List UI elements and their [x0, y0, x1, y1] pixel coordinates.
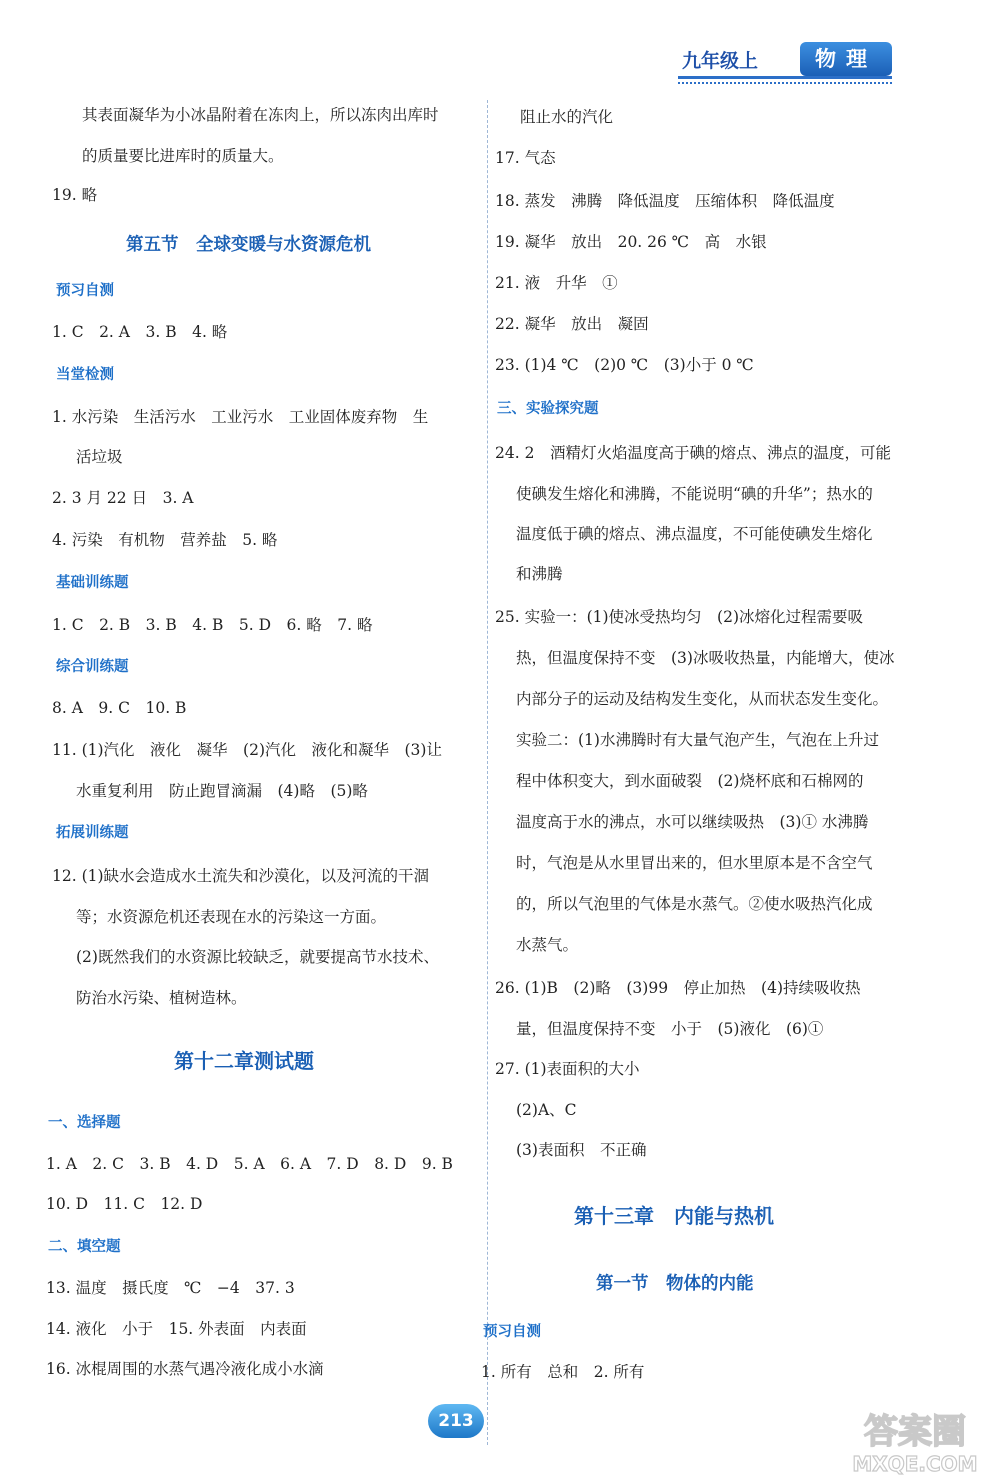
- answer-line: 26. (1)B (2)略 (3)99 停止加热 (4)持续吸收热: [495, 979, 861, 997]
- chapter-title: 第十二章测试题: [174, 1049, 314, 1073]
- section-heading: 预习自测: [56, 283, 114, 299]
- section-heading: 当堂检测: [56, 367, 114, 383]
- answer-line: 水蒸气。: [516, 936, 579, 954]
- watermark-url: MXQE.COM: [852, 1452, 978, 1476]
- answer-line: 11. (1)汽化 液化 凝华 (2)汽化 液化和凝华 (3)让: [52, 741, 442, 759]
- answer-line: 10. D 11. C 12. D: [46, 1195, 203, 1213]
- answer-line: (2)既然我们的水资源比较缺乏，就要提高节水技术、: [76, 948, 439, 966]
- watermark-text: 答案圈: [864, 1412, 966, 1452]
- answer-line: 18. 蒸发 沸腾 降低温度 压缩体积 降低温度: [495, 192, 835, 210]
- answer-line: 1. 所有 总和 2. 所有: [481, 1363, 645, 1381]
- answer-line: 16. 冰棍周围的水蒸气遇冷液化成小水滴: [46, 1360, 324, 1378]
- answer-line: 23. (1)4 ℃ (2)0 ℃ (3)小于 0 ℃: [495, 356, 754, 374]
- answer-line: 1. 水污染 生活污水 工业污水 工业固体废弃物 生: [52, 408, 429, 426]
- answer-line: 热，但温度保持不变 (3)冰吸收热量，内能增大，使冰: [516, 649, 895, 667]
- text-line: 19. 略: [52, 186, 98, 204]
- answer-line: 24. 2 酒精灯火焰温度高于碘的熔点、沸点的温度，可能: [495, 444, 891, 462]
- page-number: 213: [428, 1404, 484, 1438]
- answer-line: 实验二：(1)水沸腾时有大量气泡产生，气泡在上升过: [516, 731, 879, 749]
- section-heading: 拓展训练题: [56, 825, 129, 841]
- answer-line: 1. C 2. A 3. B 4. 略: [52, 323, 228, 341]
- section-heading: 预习自测: [483, 1324, 541, 1340]
- answer-line: 时，气泡是从水里冒出来的，但水里原本是不含空气: [516, 854, 873, 872]
- header-grade: 九年级上: [682, 50, 759, 72]
- answer-line: 温度高于水的沸点，水可以继续吸热 (3)① 水沸腾: [516, 813, 869, 831]
- answer-line: 19. 凝华 放出 20. 26 ℃ 高 水银: [495, 233, 767, 251]
- answer-line: 使碘发生熔化和沸腾，不能说明“碘的升华”；热水的: [516, 485, 873, 503]
- answer-line: 25. 实验一：(1)使冰受热均匀 (2)冰熔化过程需要吸: [495, 608, 863, 626]
- answer-line: 21. 液 升华 ①: [495, 274, 618, 292]
- answer-line: 水重复利用 防止跑冒滴漏 (4)略 (5)略: [76, 782, 368, 800]
- answer-line: 活垃圾: [76, 448, 123, 466]
- header-tag: [678, 42, 898, 82]
- section-title: 第一节 物体的内能: [596, 1274, 754, 1294]
- header-underline: [678, 76, 892, 79]
- answer-line: 4. 污染 有机物 营养盐 5. 略: [52, 531, 278, 549]
- answer-line: (3)表面积 不正确: [516, 1141, 647, 1159]
- answer-line: 等；水资源危机还表现在水的污染这一方面。: [76, 908, 387, 926]
- answer-line: 内部分子的运动及结构发生变化，从而状态发生变化。: [516, 690, 889, 708]
- answer-line: 1. C 2. B 3. B 4. B 5. D 6. 略 7. 略: [52, 616, 373, 634]
- answer-line: 8. A 9. C 10. B: [52, 699, 187, 717]
- answer-line: (2)A、C: [516, 1101, 577, 1119]
- answer-line: 量，但温度保持不变 小于 (5)液化 (6)①: [516, 1020, 824, 1038]
- section-heading: 基础训练题: [56, 575, 129, 591]
- section-heading: 二、填空题: [48, 1239, 121, 1255]
- answer-line: 和沸腾: [516, 565, 563, 583]
- chapter-title: 第十三章 内能与热机: [574, 1204, 774, 1228]
- answer-line: 程中体积变大，到水面破裂 (2)烧杯底和石棉网的: [516, 772, 864, 790]
- answer-line: 1. A 2. C 3. B 4. D 5. A 6. A 7. D 8. D 9. B: [46, 1155, 453, 1173]
- answer-line: 阻止水的汽化: [520, 108, 614, 126]
- text-line: 其表面凝华为小冰晶附着在冻肉上，所以冻肉出库时: [82, 106, 439, 124]
- answer-line: 温度低于碘的熔点、沸点温度，不可能使碘发生熔化: [516, 525, 873, 543]
- section-heading: 三、实验探究题: [497, 401, 599, 417]
- column-divider: [487, 100, 488, 1445]
- section-title: 第五节 全球变暖与水资源危机: [126, 235, 371, 255]
- header-subject: 物理: [800, 42, 892, 76]
- answer-line: 22. 凝华 放出 凝固: [495, 315, 649, 333]
- answer-line: 防治水污染、植树造林。: [76, 989, 247, 1007]
- watermark-logo: [840, 1405, 990, 1477]
- answer-line: 14. 液化 小于 15. 外表面 内表面: [46, 1320, 307, 1338]
- answer-line: 17. 气态: [495, 149, 556, 167]
- answer-line: 12. (1)缺水会造成水土流失和沙漠化，以及河流的干涸: [52, 867, 430, 885]
- section-heading: 综合训练题: [56, 659, 129, 675]
- answer-line: 2. 3 月 22 日 3. A: [52, 489, 194, 507]
- header-dotted-line: [678, 82, 892, 84]
- text-line: 的质量要比进库时的质量大。: [82, 147, 284, 165]
- section-heading: 一、选择题: [48, 1115, 121, 1131]
- answer-line: 13. 温度 摄氏度 ℃ −4 37. 3: [46, 1279, 295, 1297]
- answer-line: 的，所以气泡里的气体是水蒸气。②使水吸热汽化成: [516, 895, 873, 913]
- answer-line: 27. (1)表面积的大小: [495, 1060, 640, 1078]
